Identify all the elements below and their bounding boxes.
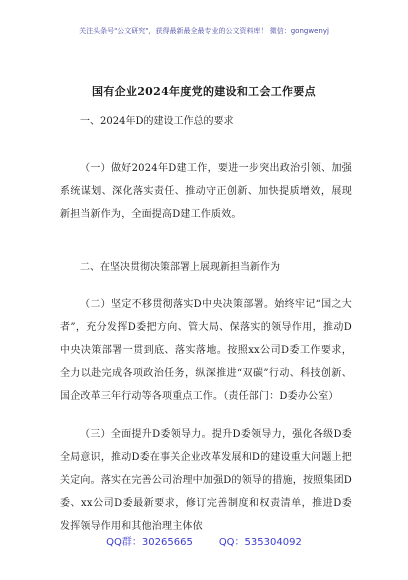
footer-contact — [0, 533, 408, 548]
paragraph-2: （二）坚定不移贯彻落实D中央决策部署。始终牢记“国之大者”，充分发挥D委把方向、管大局、保落实的领导作用，推动D中央决策部署一贯到底、落实落地。按照xx公司D委工作要求，全力以赴完成各项政治任务，纵深推进“双碳”行动、科技创新、国企改革三年行动等各项重点工作。（责任部门：D委办公室） — [60, 298, 352, 403]
header-promo-text: 关注头条号"公文研究"，获得最新最全最专业的公文资料库！ 微信：gongwenyj — [79, 27, 329, 35]
section-heading-1: 一、2024年D的建设工作总的要求 — [80, 116, 234, 127]
section-heading-2: 二、在坚决贯彻决策部署上展现新担当新作为 — [80, 261, 280, 273]
paragraph-1: （一）做好2024年D建工作，要进一步突出政治引领、加强系统谋划、深化落实责任、推动守正创新、加快提质增效，展现新担当新作为，全面提高D建工作质效。 — [60, 163, 352, 221]
footer-qq-number: QQ：535304092 — [218, 537, 302, 548]
document-title: 国有企业2024年度党的建设和工会工作要点 — [92, 85, 316, 98]
document-body — [60, 114, 352, 539]
footer-qq-group: QQ群：30265665 — [106, 537, 193, 548]
paragraph-3: （三）全面提升D委领导力。提升D委领导力，强化各级D委全局意识，推动D委在事关企业改革发展和D的建设重大问题上把关定向。落实在完善公司治理中加强D的领导的措施，按照集团D委、xx公司D委最新要求，修订完善制度和权责清单，推进D委发挥领导作用和其他治理主体依 — [60, 428, 352, 533]
